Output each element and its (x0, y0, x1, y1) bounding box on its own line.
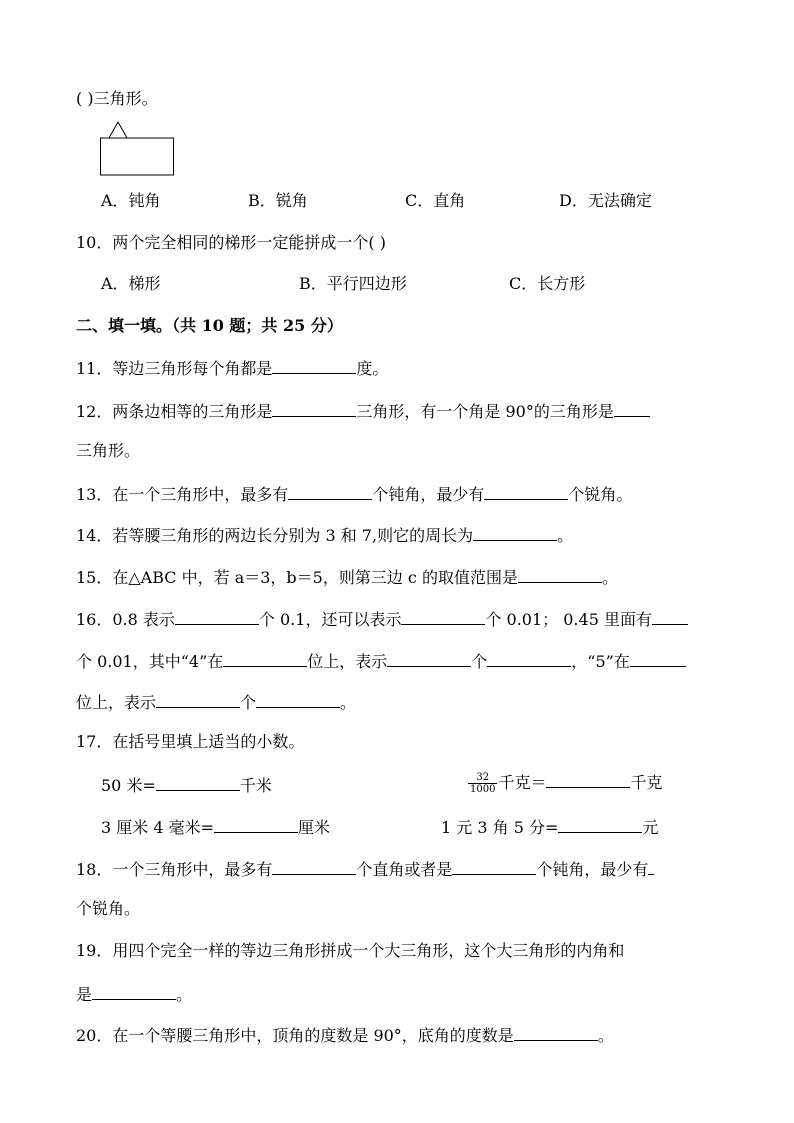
q16-blank-9[interactable] (256, 691, 340, 708)
q14 (76, 524, 573, 546)
q18-continued: 个锐角。 (76, 899, 141, 918)
q16-blank-8[interactable] (156, 691, 240, 708)
q16-text-c: 个 0.01； 0.45 里面有 (485, 610, 652, 629)
q11-blank[interactable] (272, 357, 356, 374)
q16-blank-4[interactable] (223, 650, 307, 667)
q16-blank-5[interactable] (387, 650, 471, 667)
q11 (76, 357, 388, 379)
rectangle (101, 138, 174, 175)
q13-text-mid: 个钝角，最少有 (372, 485, 485, 504)
q17-item-2 (468, 766, 662, 800)
q16-text-j: 。 (340, 693, 357, 712)
q17-blank-2[interactable] (546, 771, 630, 788)
q16-text-d: 个 0.01，其中“4”在 (76, 652, 224, 671)
q20-blank[interactable] (514, 1024, 598, 1041)
q12-text: 12．两条边相等的三角形是 (76, 402, 273, 421)
q16-line-2 (76, 650, 686, 672)
q16-text-a: 16．0.8 表示 (76, 610, 175, 629)
q17-item-4-unit: 元 (642, 818, 659, 837)
q10-stem: 10．两个完全相同的梯形一定能拼成一个( ) (76, 233, 386, 252)
q14-text-end: 。 (557, 526, 574, 545)
q18-blank-1[interactable] (272, 858, 356, 875)
q12-blank-2[interactable] (614, 400, 650, 417)
section-heading: 二、填一填。（共 10 题；共 25 分） (76, 316, 343, 335)
q16-line-3 (76, 691, 356, 713)
q19-continued (76, 983, 192, 1005)
q19-text-c: 。 (176, 985, 193, 1004)
q13-blank-2[interactable] (484, 483, 568, 500)
q13-text-end: 个锐角。 (568, 485, 633, 504)
q17-blank-3[interactable] (214, 816, 298, 833)
q17-item-4-text: 1 元 3 角 5 分= (441, 818, 559, 837)
q10-option-c[interactable]: C．长方形 (509, 274, 586, 293)
q12-blank-1[interactable] (272, 400, 356, 417)
q17-item-3 (101, 816, 330, 838)
q16-text-f: 个 (471, 652, 488, 671)
q16-blank-3[interactable] (652, 608, 688, 625)
rectangle-with-triangle-figure (99, 120, 177, 178)
q15-text-end: 。 (601, 568, 618, 587)
q12 (76, 400, 650, 422)
q9-option-b[interactable]: B．锐角 (248, 191, 308, 210)
q18-blank-3[interactable] (648, 858, 654, 875)
q17-blank-4[interactable] (558, 816, 642, 833)
q20 (76, 1024, 614, 1046)
q9-option-c[interactable]: C．直角 (405, 191, 466, 210)
q18 (76, 858, 654, 880)
q17-item-1 (101, 774, 272, 796)
q16-blank-1[interactable] (175, 608, 259, 625)
q16-text-h: 位上，表示 (76, 693, 157, 712)
fraction-numerator: 32 (468, 772, 497, 784)
q18-blank-2[interactable] (452, 858, 536, 875)
q10-option-b[interactable]: B．平行四边形 (299, 274, 407, 293)
q16-text-g: ，“5”在 (571, 652, 630, 671)
q10-option-a[interactable]: A．梯形 (101, 274, 161, 293)
q18-text-b: 个直角或者是 (356, 860, 453, 879)
q17-fraction (468, 772, 497, 795)
q18-text-a: 18．一个三角形中，最多有 (76, 860, 273, 879)
q15 (76, 566, 618, 588)
small-triangle (109, 122, 127, 138)
q14-blank[interactable] (473, 524, 557, 541)
q15-blank[interactable] (518, 566, 602, 583)
q13 (76, 483, 632, 505)
q14-text: 14．若等腰三角形的两边长分别为 3 和 7,则它的周长为 (76, 526, 474, 545)
q11-text: 11．等边三角形每个角都是 (76, 359, 273, 378)
q20-text-end: 。 (597, 1026, 614, 1045)
q17-item-3-unit: 厘米 (298, 818, 331, 837)
q19: 19．用四个完全一样的等边三角形拼成一个大三角形，这个大三角形的内角和 (76, 941, 625, 960)
q13-text: 13．在一个三角形中，最多有 (76, 485, 289, 504)
q15-text: 15．在△ABC 中，若 a＝3，b＝5，则第三边 c 的取值范围是 (76, 568, 518, 587)
q17-item-2-text: 千克＝ (498, 773, 547, 792)
q17-blank-1[interactable] (156, 774, 240, 791)
q9-option-a[interactable]: A．钝角 (101, 191, 161, 210)
q16-blank-2[interactable] (401, 608, 485, 625)
q13-blank-1[interactable] (288, 483, 372, 500)
q12-continued: 三角形。 (76, 441, 141, 460)
q19-text-b: 是 (76, 985, 93, 1004)
q16-blank-6[interactable] (487, 650, 571, 667)
q9-stem: ( )三角形。 (76, 89, 158, 108)
q16-blank-7[interactable] (630, 650, 686, 667)
q9-option-d[interactable]: D．无法确定 (559, 191, 652, 210)
q17-item-1-text: 50 米= (101, 776, 156, 795)
q16-text-e: 位上，表示 (307, 652, 388, 671)
q17-item-4 (441, 816, 658, 838)
q12-text-mid: 三角形，有一个角是 90°的三角形是 (356, 402, 614, 421)
q16-line-1 (76, 608, 688, 630)
q16-text-i: 个 (240, 693, 257, 712)
q17-item-1-unit: 千米 (239, 776, 272, 795)
q19-blank[interactable] (92, 983, 176, 1000)
q18-text-c: 个钝角，最少有 (536, 860, 649, 879)
fraction-denominator: 1000 (470, 784, 496, 795)
q17-item-3-text: 3 厘米 4 毫米= (101, 818, 215, 837)
q17-item-2-unit: 千克 (630, 773, 663, 792)
q16-text-b: 个 0.1，还可以表示 (258, 610, 402, 629)
q20-text: 20．在一个等腰三角形中，顶角的度数是 90°，底角的度数是 (76, 1026, 514, 1045)
q17-stem: 17．在括号里填上适当的小数。 (76, 732, 305, 751)
q11-text-end: 度。 (356, 359, 389, 378)
